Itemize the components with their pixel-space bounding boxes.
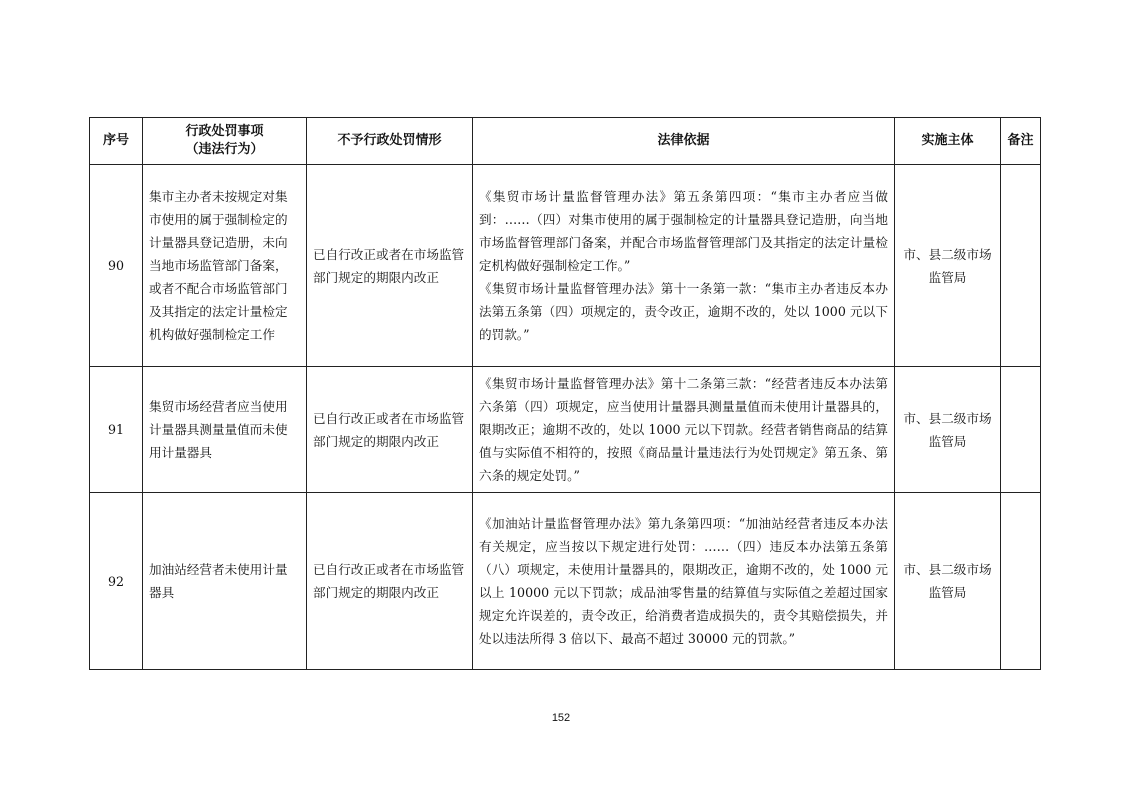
- remark-cell: [1001, 493, 1041, 670]
- violation-cell: 集市主办者未按规定对集市使用的属于强制检定的计量器具登记造册，未向当地市场监管部门备案，或者不配合市场监管部门及其指定的法定计量检定机构做好强制检定工作: [143, 165, 307, 367]
- table-header-row: [90, 118, 1041, 165]
- remark-cell: [1001, 367, 1041, 493]
- exemption-cell: 已自行改正或者在市场监管部门规定的期限内改正: [307, 367, 473, 493]
- table-row: [90, 493, 1041, 670]
- header-subject: 实施主体: [895, 118, 1001, 165]
- header-item-line1: 行政处罚事项: [185, 124, 264, 139]
- page-number: 152: [551, 712, 571, 724]
- row-number: 90: [90, 165, 143, 367]
- header-basis: 法律依据: [473, 118, 895, 165]
- legal-basis-paragraph: 《集贸市场计量监督管理办法》第十一条第一款：“集市主办者违反本办法第五条第（四）项规定的，责令改正，逾期不改的，处以 1000 元以下的罚款。”: [479, 281, 888, 342]
- subject-cell: 市、县二级市场监管局: [895, 367, 1001, 493]
- legal-basis-paragraph: 《加油站计量监督管理办法》第九条第四项：“加油站经营者违反本办法有关规定，应当按以下规定进行处罚：……（四）违反本办法第五条第（八）项规定，未使用计量器具的，限期改正，逾期不改的，处 1000 元以上 10000 元以下罚款；成品油零售量的结算值与实际值之差超过国家规定允许误差的，责令改正，给消费者造成损失的，责令其赔偿损失，并处以违法所得 3 倍以下、最高不超过 30000 元的罚款。”: [479, 516, 888, 646]
- header-remark: 备注: [1001, 118, 1041, 165]
- exemption-cell: 已自行改正或者在市场监管部门规定的期限内改正: [307, 493, 473, 670]
- violation-cell: 加油站经营者未使用计量器具: [143, 493, 307, 670]
- violation-cell: 集贸市场经营者应当使用计量器具测量量值而未使用计量器具: [143, 367, 307, 493]
- subject-cell: 市、县二级市场监管局: [895, 493, 1001, 670]
- header-item-line2: （违法行为）: [185, 142, 264, 157]
- remark-cell: [1001, 165, 1041, 367]
- table-row: [90, 367, 1041, 493]
- legal-basis-cell: [473, 367, 895, 493]
- row-number: 92: [90, 493, 143, 670]
- penalty-table: [89, 117, 1041, 670]
- row-number: 91: [90, 367, 143, 493]
- header-no: 序号: [90, 118, 143, 165]
- legal-basis-cell: [473, 493, 895, 670]
- legal-basis-paragraph: 《集贸市场计量监督管理办法》第五条第四项：“集市主办者应当做到：……（四）对集市使用的属于强制检定的计量器具登记造册，向当地市场监督管理部门备案，并配合市场监督管理部门及其指定的法定计量检定机构做好强制检定工作。”: [479, 189, 888, 273]
- subject-cell: 市、县二级市场监管局: [895, 165, 1001, 367]
- exemption-cell: 已自行改正或者在市场监管部门规定的期限内改正: [307, 165, 473, 367]
- legal-basis-paragraph: 《集贸市场计量监督管理办法》第十二条第三款：“经营者违反本办法第六条第（四）项规定，应当使用计量器具测量量值而未使用计量器具的，限期改正；逾期不改的，处以 1000 元以下罚款。经营者销售商品的结算值与实际值不相符的，按照《商品量计量违法行为处罚规定》第五条、第六条的规定处罚。”: [479, 376, 888, 483]
- header-item: [143, 118, 307, 165]
- header-exempt: 不予行政处罚情形: [307, 118, 473, 165]
- table-row: [90, 165, 1041, 367]
- legal-basis-cell: [473, 165, 895, 367]
